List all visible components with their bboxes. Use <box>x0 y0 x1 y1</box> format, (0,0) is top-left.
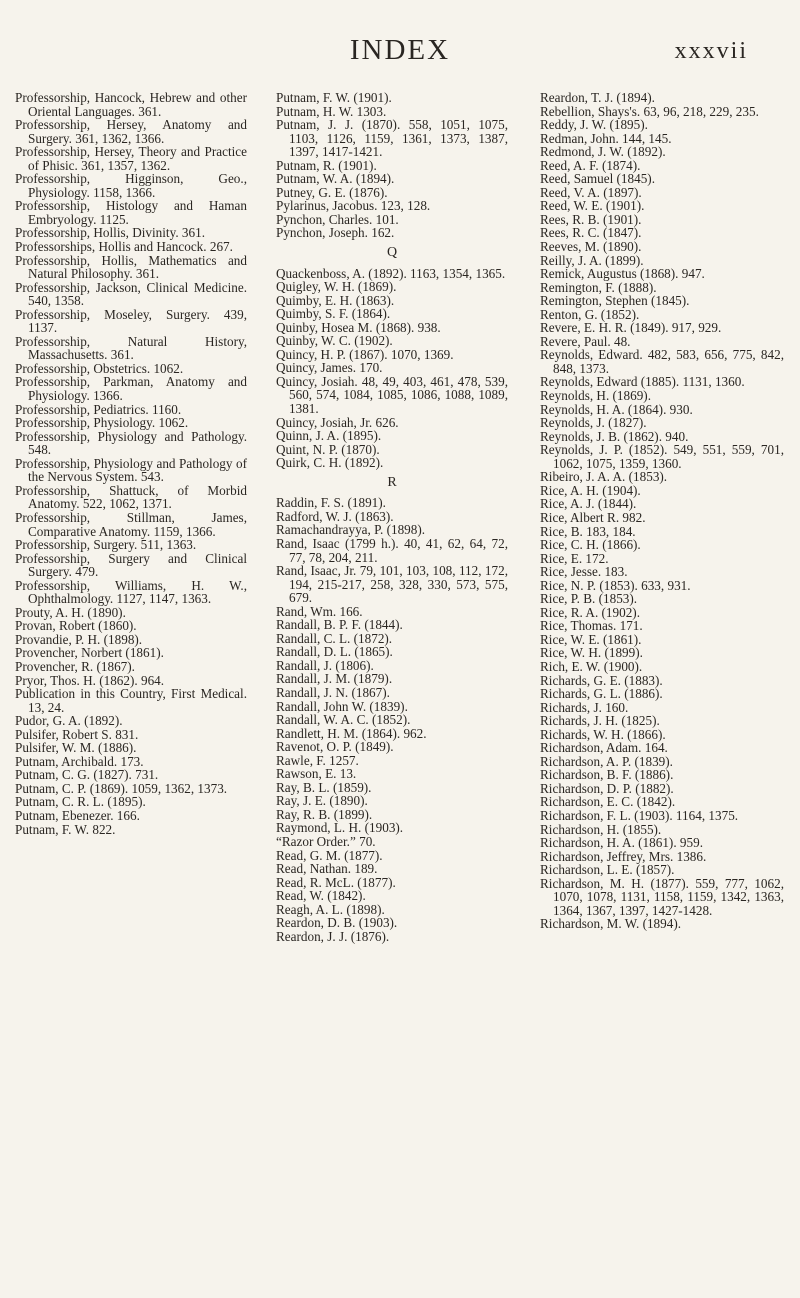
index-entry: Quimby, S. F. (1864). <box>276 306 391 322</box>
index-entry: Professorship, Parkman, Anatomy and Physiology. 1366. <box>15 374 247 404</box>
index-entry: Randall, D. L. (1865). <box>276 644 393 660</box>
index-entry: Remick, Augustus (1868). 947. <box>540 266 705 282</box>
index-entry: Read, R. McL. (1877). <box>276 874 396 890</box>
index-entry: Putnam, J. J. (1870). 558, 1051, 1075, 1103, 1126, 1159, 1361, 1373, 1387, 1397, 1417-1421. <box>276 117 508 160</box>
index-entry: Pudor, G. A. (1892). <box>15 713 123 729</box>
section-letter: R <box>387 474 397 490</box>
index-entry: Quackenboss, A. (1892). 1163, 1354, 1365. <box>276 265 506 281</box>
index-entry: Professorship, Hersey, Anatomy and Surgery. 361, 1362, 1366. <box>15 117 247 146</box>
index-entry: Remington, Stephen (1845). <box>540 293 690 309</box>
index-entry: Ray, B. L. (1859). <box>276 779 372 795</box>
index-entry: Richardson, B. F. (1886). <box>540 767 674 783</box>
index-entry: Professorships, Hollis and Hancock. 267. <box>15 239 233 255</box>
index-entry: Professorship, Physiology. 1062. <box>15 415 189 431</box>
index-entry: Ramachandrayya, P. (1898). <box>276 522 426 538</box>
index-entry: Professorship, Surgery. 511, 1363. <box>15 537 197 553</box>
index-entry: Rawson, E. 13. <box>276 766 357 782</box>
index-entry: Rice, Jesse. 183. <box>540 564 628 580</box>
index-entry: Publication in this Country, First Medical. 13, 24. <box>15 686 247 715</box>
index-entry: Professorship, Hersey, Theory and Practice of Phisic. 361, 1357, 1362. <box>15 144 247 173</box>
index-entry: Quincy, H. P. (1867). 1070, 1369. <box>276 346 454 362</box>
index-entry: Professorship, Hollis, Divinity. 361. <box>15 225 206 241</box>
index-entry: Quincy, Josiah, Jr. 626. <box>276 414 399 430</box>
index-entry: Randall, John W. (1839). <box>276 698 408 714</box>
index-entry: Professorship, Physiology and Pathology. 548. <box>15 428 247 458</box>
index-entry: Quinby, Hosea M. (1868). 938. <box>276 319 441 335</box>
index-entry: Putnam, Archibald. 173. <box>15 753 144 769</box>
index-entry: Rice, Albert R. 982. <box>540 509 646 525</box>
index-entry: Richardson, D. P. (1882). <box>540 780 674 796</box>
index-entry: Provencher, Norbert (1861). <box>15 645 164 661</box>
index-entry: Randall, C. L. (1872). <box>276 630 393 646</box>
index-entry: Reed, A. F. (1874). <box>540 157 641 173</box>
index-entry: Professorship, Williams, H. W., Ophthalmology. 1127, 1147, 1363. <box>15 577 247 607</box>
index-entry: Rand, Isaac, Jr. 79, 101, 103, 108, 112, 172, 194, 215-217, 258, 328, 330, 573, 575, 679. <box>276 563 508 606</box>
page-header <box>0 30 800 70</box>
index-entry: Reynolds, H. A. (1864). 930. <box>540 401 693 417</box>
index-entry: Pynchon, Joseph. 162. <box>276 225 395 241</box>
index-entry: Rice, Thomas. 171. <box>540 618 643 634</box>
index-entry: Professorship, Physiology and Pathology of the Nervous System. 543. <box>15 455 247 485</box>
index-entry: Pynchon, Charles. 101. <box>276 211 399 227</box>
index-entry: Professorship, Shattuck, of Morbid Anatomy. 522, 1062, 1371. <box>15 482 247 512</box>
index-entry: Revere, Paul. 48. <box>540 333 631 349</box>
index-entry: Quigley, W. H. (1869). <box>276 279 397 295</box>
index-entry: Pylarinus, Jacobus. 123, 128. <box>276 198 431 214</box>
index-entry: Raymond, L. H. (1903). <box>276 820 404 836</box>
index-entry: Putnam, Ebenezer. 166. <box>15 807 140 823</box>
index-entry: Rand, Wm. 166. <box>276 603 363 619</box>
index-entry: Randall, J. N. (1867). <box>276 684 390 700</box>
index-entry: Ray, J. E. (1890). <box>276 793 368 809</box>
index-column-3 <box>540 91 784 931</box>
index-entry: Raddin, F. S. (1891). <box>276 495 386 511</box>
index-entry: Randall, B. P. F. (1844). <box>276 617 403 633</box>
index-entry: Professorship, Moseley, Surgery. 439, 1137. <box>15 306 247 336</box>
index-entry: Richardson, E. C. (1842). <box>540 794 676 810</box>
index-entry: Professorship, Histology and Haman Embryology. 1125. <box>15 198 247 227</box>
index-entry: Putnam, C. P. (1869). 1059, 1362, 1373. <box>15 780 228 796</box>
index-entry: Reed, V. A. (1897). <box>540 184 642 200</box>
index-entry: Reynolds, Edward (1885). 1131, 1360. <box>540 374 745 390</box>
index-entry: Rice, P. B. (1853). <box>540 591 638 607</box>
index-entry: Richardson, H. A. (1861). 959. <box>540 835 703 851</box>
index-entry: Quinby, W. C. (1902). <box>276 333 393 349</box>
index-entry: Rich, E. W. (1900). <box>540 658 643 674</box>
index-entry: “Razor Order.” 70. <box>276 833 376 849</box>
index-entry: Putnam, R. (1901). <box>276 157 377 173</box>
index-entry: Redmond, J. W. (1892). <box>540 144 666 160</box>
index-entry: Quinn, J. A. (1895). <box>276 428 382 444</box>
index-entry: Prouty, A. H. (1890). <box>15 604 126 620</box>
index-entry: Richards, G. E. (1883). <box>540 672 663 688</box>
index-entry: Rice, N. P. (1853). 633, 931. <box>540 577 691 593</box>
index-entry: Richardson, M. H. (1877). 559, 777, 1062, 1070, 1078, 1131, 1158, 1159, 1342, 1363, 1364, 1367, 1397, 1427-1428. <box>540 875 784 918</box>
index-entry: Putnam, C. R. L. (1895). <box>15 794 146 810</box>
index-column-1 <box>15 91 247 836</box>
index-entry: Rees, R. B. (1901). <box>540 211 642 227</box>
index-entry: Professorship, Surgery and Clinical Surgery. 479. <box>15 550 247 580</box>
index-entry: Reeves, M. (1890). <box>540 239 642 255</box>
index-entry: Reardon, J. J. (1876). <box>276 928 390 944</box>
index-entry: Rice, E. 172. <box>540 550 609 566</box>
index-entry: Pulsifer, W. M. (1886). <box>15 740 137 756</box>
index-entry: Quincy, Josiah. 48, 49, 403, 461, 478, 539, 560, 574, 1084, 1085, 1086, 1088, 1089, 1381. <box>276 373 508 417</box>
index-entry: Remington, F. (1888). <box>540 279 657 295</box>
index-entry: Professorship, Obstetrics. 1062. <box>15 360 184 376</box>
index-entry: Ravenot, O. P. (1849). <box>276 739 394 755</box>
index-entry: Richardson, A. P. (1839). <box>540 753 673 769</box>
index-entry: Professorship, Jackson, Clinical Medicine. 540, 1358. <box>15 279 247 309</box>
index-entry: Rice, R. A. (1902). <box>540 604 640 620</box>
index-entry: Professorship, Stillman, James, Comparative Anatomy. 1159, 1366. <box>15 509 247 539</box>
index-entry: Redman, John. 144, 145. <box>540 130 672 146</box>
index-entry: Richards, J. H. (1825). <box>540 713 660 729</box>
index-entry: Rice, A. J. (1844). <box>540 496 637 512</box>
index-entry: Rand, Isaac (1799 h.). 40, 41, 62, 64, 72, 77, 78, 204, 211. <box>276 535 508 565</box>
index-entry: Reynolds, J. P. (1852). 549, 551, 559, 701, 1062, 1075, 1359, 1360. <box>540 442 784 471</box>
index-entry: Putnam, C. G. (1827). 731. <box>15 767 159 783</box>
index-entry: Reynolds, H. (1869). <box>540 388 651 404</box>
index-entry: Rebellion, Shays's. 63, 96, 218, 229, 235. <box>540 103 759 119</box>
index-entry: Reed, Samuel (1845). <box>540 171 655 187</box>
index-entry: Randall, J. (1806). <box>276 657 374 673</box>
index-entry: Provandie, P. H. (1898). <box>15 631 143 647</box>
index-entry: Read, Nathan. 189. <box>276 861 378 877</box>
index-entry: Rice, W. H. (1899). <box>540 645 643 661</box>
index-entry: Professorship, Natural History, Massachusetts. 361. <box>15 333 247 363</box>
page-number: xxxvii <box>674 38 748 64</box>
index-entry: Pryor, Thos. H. (1862). 964. <box>15 672 165 688</box>
index-entry: Reardon, T. J. (1894). <box>540 90 655 105</box>
index-entry: Randlett, H. M. (1864). 962. <box>276 725 427 741</box>
index-entry: Putnam, F. W. (1901). <box>276 90 392 105</box>
index-entry: Revere, E. H. R. (1849). 917, 929. <box>540 320 722 336</box>
index-column-2 <box>276 91 508 943</box>
section-letter: Q <box>386 245 398 261</box>
index-entry: Rice, A. H. (1904). <box>540 482 641 498</box>
index-entry: Rice, C. H. (1866). <box>540 537 641 553</box>
index-entry: Richardson, F. L. (1903). 1164, 1375. <box>540 807 739 823</box>
index-entry: Richards, W. H. (1866). <box>540 726 666 742</box>
index-entry: Putney, G. E. (1876). <box>276 184 388 200</box>
index-entry: Randall, J. M. (1879). <box>276 671 393 687</box>
index-entry: Quirk, C. H. (1892). <box>276 455 384 471</box>
page-title: INDEX <box>349 34 451 66</box>
index-entry: Reagh, A. L. (1898). <box>276 901 385 917</box>
index-entry: Provan, Robert (1860). <box>15 618 137 634</box>
index-entry: Quincy, James. 170. <box>276 360 383 376</box>
index-entry: Reynolds, J. B. (1862). 940. <box>540 428 689 444</box>
index-entry: Professorship, Hancock, Hebrew and other Oriental Languages. 361. <box>15 90 247 119</box>
index-entry: Radford, W. J. (1863). <box>276 508 394 524</box>
index-entry: Reddy, J. W. (1895). <box>540 117 648 133</box>
index-entry: Read, G. M. (1877). <box>276 847 383 863</box>
index-entry: Quimby, E. H. (1863). <box>276 292 395 308</box>
index-entry: Professorship, Hollis, Mathematics and Natural Philosophy. 361. <box>15 252 247 282</box>
index-entry: Quint, N. P. (1870). <box>276 441 380 457</box>
index-entry: Rice, B. 183, 184. <box>540 523 636 539</box>
index-entry: Reynolds, Edward. 482, 583, 656, 775, 842, 848, 1373. <box>540 347 784 376</box>
index-entry: Richards, J. 160. <box>540 699 629 715</box>
index-entry: Rawle, F. 1257. <box>276 752 359 768</box>
index-entry: Richardson, M. W. (1894). <box>540 916 682 932</box>
index-entry: Read, W. (1842). <box>276 888 366 904</box>
index-entry: Richardson, Jeffrey, Mrs. 1386. <box>540 848 707 864</box>
index-entry: Reardon, D. B. (1903). <box>276 915 398 931</box>
index-entry: Rees, R. C. (1847). <box>540 225 642 241</box>
index-entry: Ribeiro, J. A. A. (1853). <box>540 469 668 485</box>
index-entry: Putnam, W. A. (1894). <box>276 171 395 187</box>
index-entry: Richards, G. L. (1886). <box>540 686 663 702</box>
index-entry: Rice, W. E. (1861). <box>540 631 642 647</box>
index-entry: Reilly, J. A. (1899). <box>540 252 644 268</box>
index-entry: Richardson, H. (1855). <box>540 821 662 837</box>
index-entry: Ray, R. B. (1899). <box>276 806 373 822</box>
index-entry: Reynolds, J. (1827). <box>540 415 647 431</box>
index-entry: Putnam, F. W. 822. <box>15 821 116 837</box>
index-entry: Richardson, L. E. (1857). <box>540 862 675 878</box>
index-entry: Professorship, Pediatrics. 1160. <box>15 401 182 417</box>
index-entry: Renton, G. (1852). <box>540 306 640 322</box>
index-entry: Pulsifer, Robert S. 831. <box>15 726 139 742</box>
index-entry: Provencher, R. (1867). <box>15 658 135 674</box>
index-entry: Professorship, Higginson, Geo., Physiology. 1158, 1366. <box>15 171 247 200</box>
index-entry: Randall, W. A. C. (1852). <box>276 712 411 728</box>
index-entry: Richardson, Adam. 164. <box>540 740 668 756</box>
index-entry: Putnam, H. W. 1303. <box>276 103 387 119</box>
index-entry: Reed, W. E. (1901). <box>540 198 645 214</box>
